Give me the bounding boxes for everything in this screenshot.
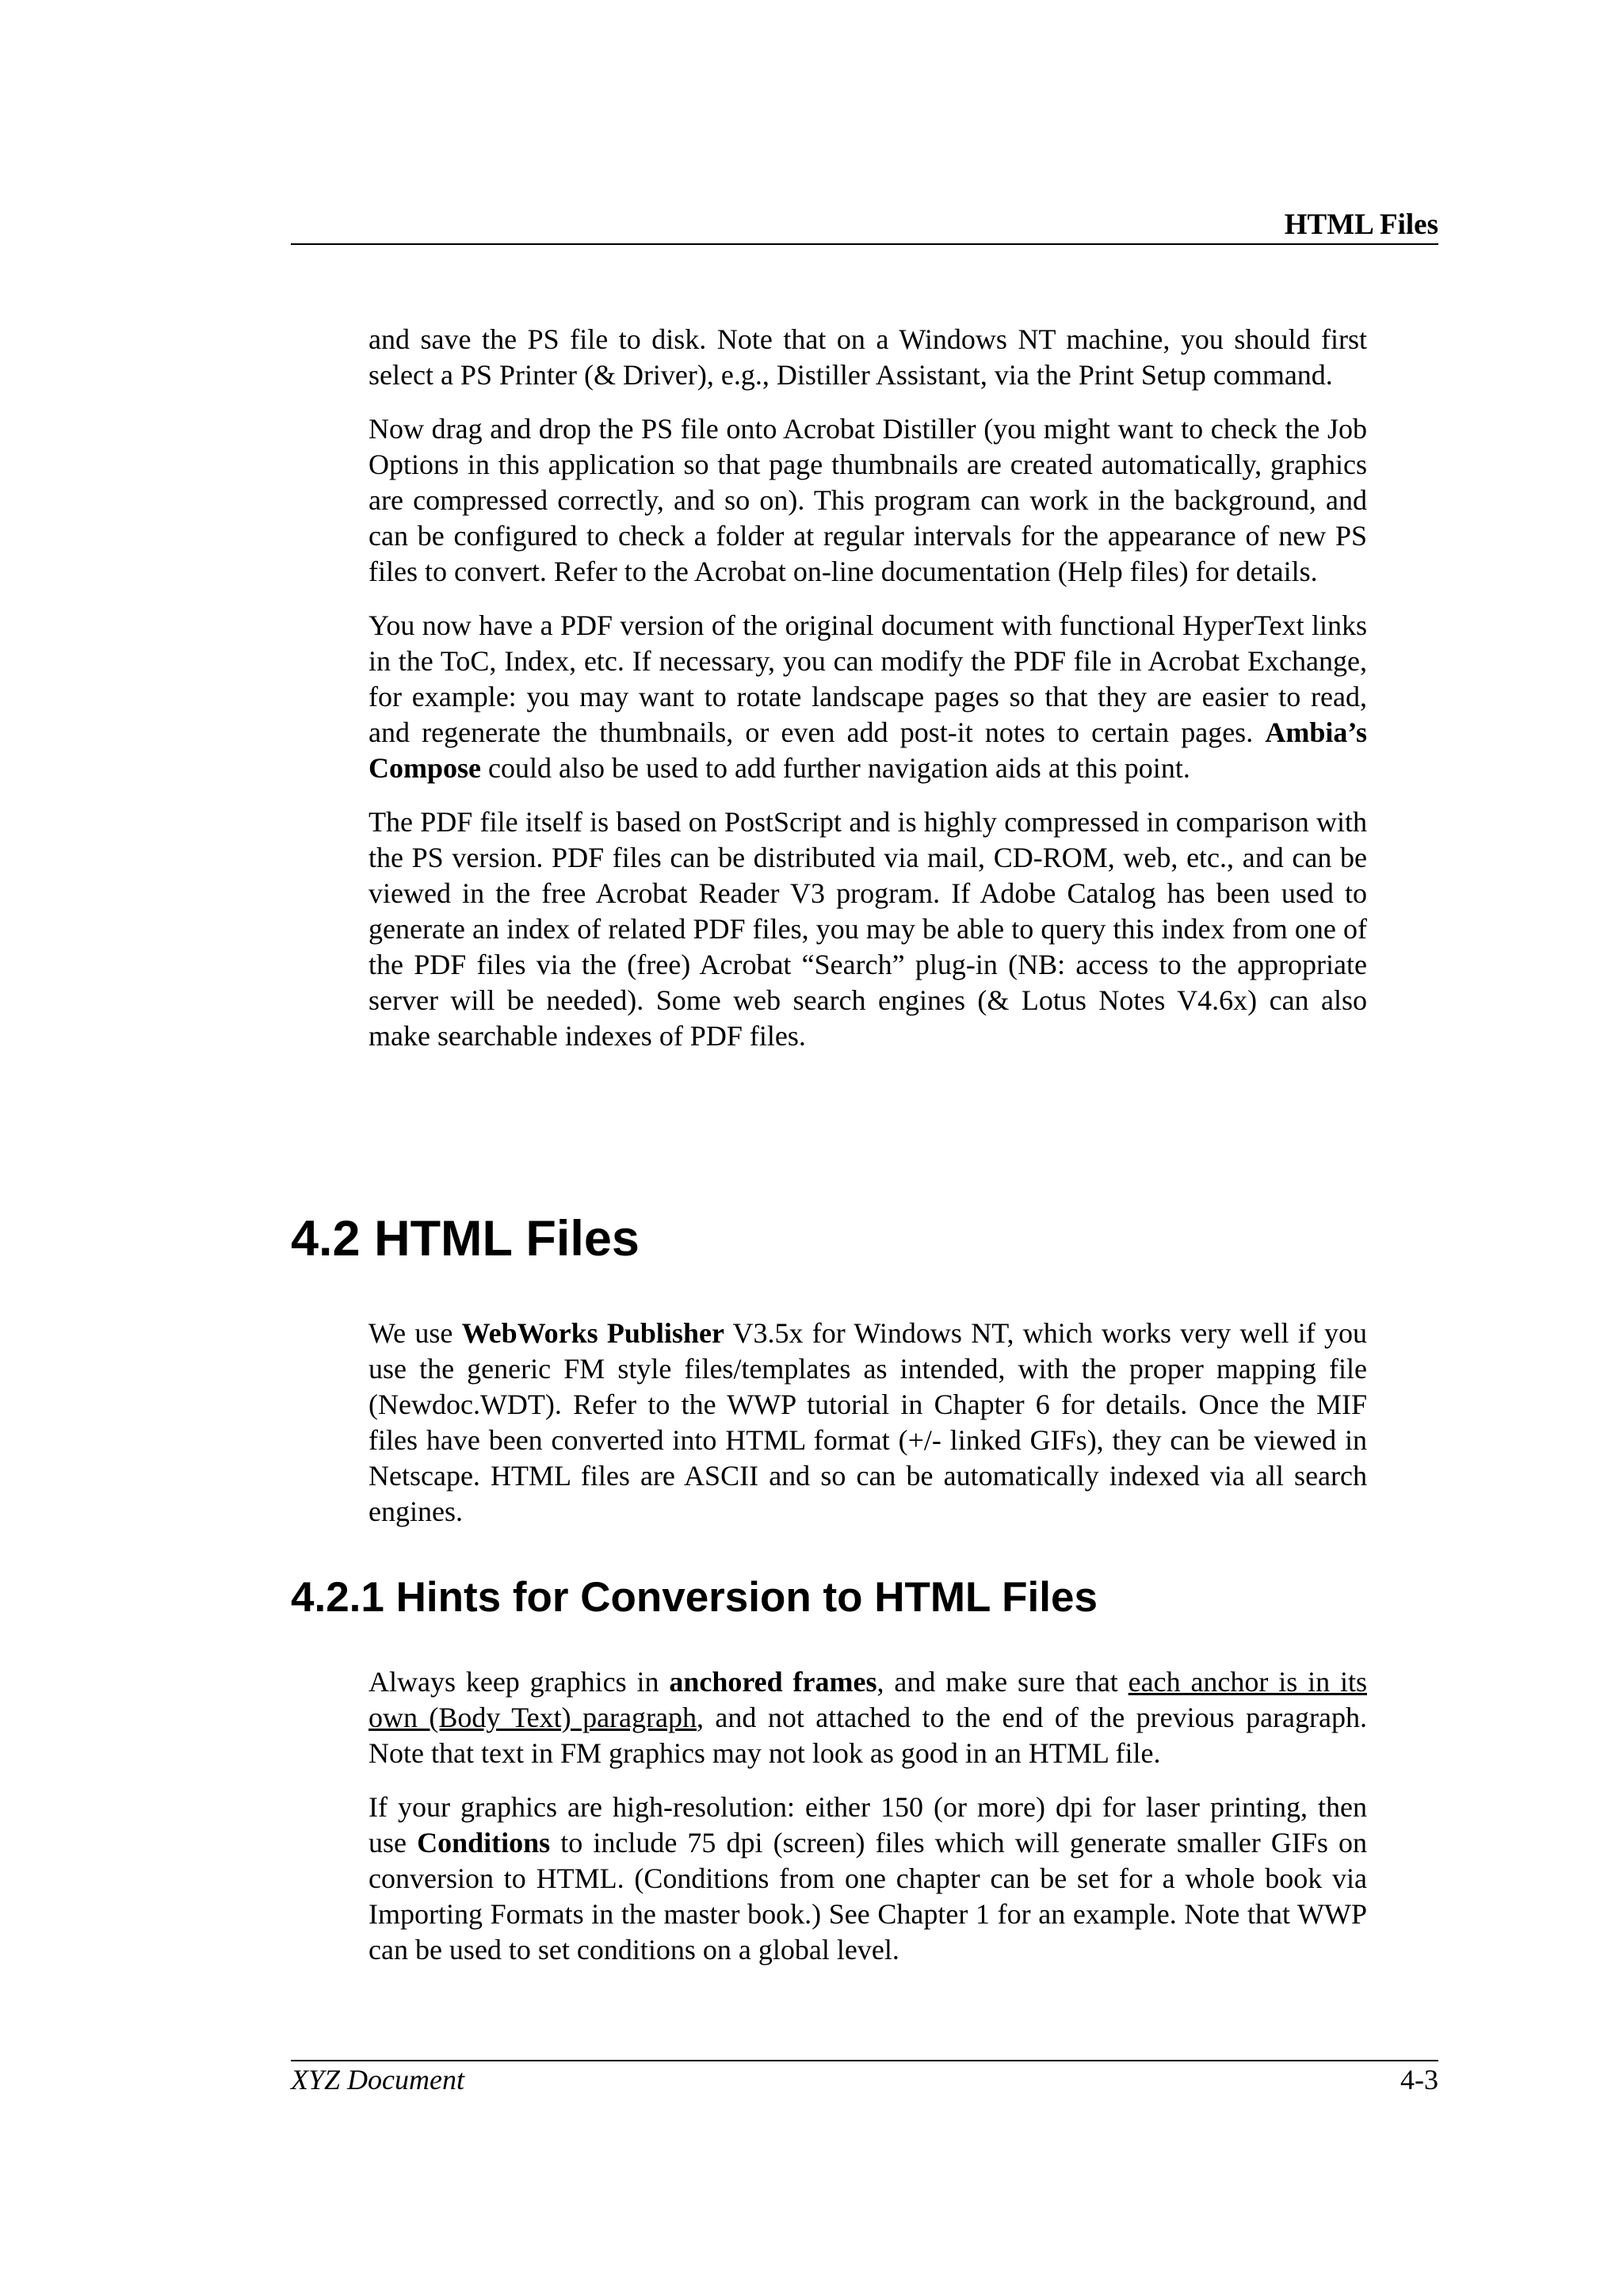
bold-conditions: Conditions [417,1827,551,1859]
footer-document-title: XYZ Document [291,2064,464,2095]
footer-page-number: 4-3 [1400,2064,1438,2095]
section-4-2-1-body [369,1664,1367,1968]
intro-paragraphs [369,322,1367,1054]
paragraph-webworks: We use WebWorks Publisher V3.5x for Windows NT, which works very well if you use the generic FM style files/templates as intended, with the proper mapping file (Newdoc.WDT). Refer to the WWP tutorial in Chapter 6 for details. Once the MIF files have been converted into HTML format (+/- linked GIFs), they can be viewed in Netscape. HTML files are ASCII and so can be automatically indexed via all search engines. [369,1317,1368,1527]
section-4-2-body [369,1316,1367,1530]
paragraph-save-ps: and save the PS file to disk. Note that on a Windows NT machine, you should first select a PS Printer (& Driver), e.g., Distiller Assistant, via the Print Setup command. [369,323,1367,391]
paragraph-pdf-postscript: The PDF file itself is based on PostScript and is highly compressed in comparison with the PS version. PDF files can be distributed via mail, CD-ROM, web, etc., and can be viewed in the free Acrobat Reader V3 program. If Adobe Catalog has been used to generate an index of related PDF files, you may be able to query this index from one of the PDF files via the (free) Acrobat “Search” plug-in (NB: access to the appropriate server will be needed). Some web search engines (& Lotus Notes V4.6x) can also make searchable indexes of PDF files. [369,806,1367,1052]
footer-rule [291,2060,1438,2061]
paragraph-anchored-frames: Always keep graphics in anchored frames, and make sure that each anchor is in its own (Body Text) paragraph, and not attached to the end of the previous paragraph. Note that text in FM graphics may not look as good in an HTML file. [369,1666,1367,1769]
paragraph-pdf-version: You now have a PDF version of the original document with functional HyperText links in the ToC, Index, etc. If necessary, you can modify the PDF file in Acrobat Exchange, for example: you may want to rotate landscape pages so that they are easier to read, and regenerate the thumbnails, or even add post-it notes to certain pages. Ambia’s Compose could also be used to add further navigation aids at this point. [369,609,1367,784]
section-heading-4-2-1: 4.2.1 Hints for Conversion to HTML Files [291,1574,1098,1621]
paragraph-distiller: Now drag and drop the PS file onto Acrobat Distiller (you might want to check the Job Options in this application so that page thumbnails are created automatically, graphics are compressed correctly, and so on). This program can work in the background, and can be configured to check a folder at regular intervals for the appearance of new PS files to convert. Refer to the Acrobat on-line documentation (Help files) for details. [369,413,1367,587]
running-header-title: HTML Files [1284,208,1438,241]
bold-anchored-frames: anchored frames [669,1666,877,1698]
underlined-anchor-note: each anchor is in its own (Body Text) paragraph [369,1666,1367,1733]
bold-webworks-publisher: WebWorks Publisher [461,1317,724,1349]
paragraph-graphics-resolution: If your graphics are high-resolution: either 150 (or more) dpi for laser printing, then use Conditions to include 75 dpi (screen) files which will generate smaller GIFs on conversion to HTML. (Conditions from one chapter can be set for a whole book via Importing Formats in the master book.) See Chapter 1 for an example. Note that WWP can be used to set conditions on a global level. [369,1791,1367,1966]
bold-ambias-compose: Ambia’s Compose [369,716,1367,784]
section-heading-4-2: 4.2 HTML Files [291,1211,640,1266]
header-rule [291,243,1438,245]
